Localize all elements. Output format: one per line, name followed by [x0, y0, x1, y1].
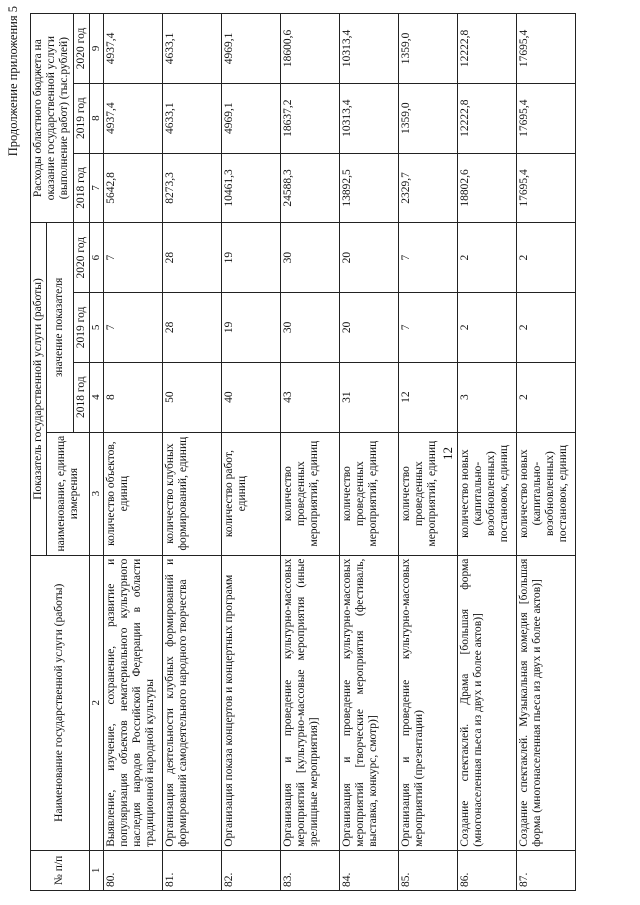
expense-2019: 4969,1: [221, 83, 280, 153]
col-index: 9: [89, 14, 103, 84]
expense-2019: 1359,0: [398, 83, 457, 153]
header-name: Наименование государственной услуги (работы): [31, 555, 90, 850]
row-number: 81.: [162, 850, 221, 890]
header-expense-2018: 2018 год: [73, 153, 89, 223]
value-2020: 7: [103, 223, 162, 293]
col-index: 5: [89, 293, 103, 363]
value-2020: 20: [339, 223, 398, 293]
header-value-group: значение показателя: [47, 223, 73, 432]
table-row: [339, 14, 398, 891]
value-2018: 40: [221, 362, 280, 432]
expense-2020: 17695,4: [516, 14, 575, 84]
expense-2020: 12222,8: [457, 14, 516, 84]
table-row: [162, 14, 221, 891]
continuation-note: Продолжение приложения 5: [6, 6, 20, 157]
table-row: [221, 14, 280, 891]
row-number: 86.: [457, 850, 516, 890]
services-table: [30, 13, 576, 891]
header-expense-2020: 2020 год: [73, 14, 89, 84]
value-2019: 28: [162, 293, 221, 363]
col-index: 3: [89, 432, 103, 555]
expense-2020: 4633,1: [162, 14, 221, 84]
header-expense-2019: 2019 год: [73, 83, 89, 153]
value-2018: 12: [398, 362, 457, 432]
value-2018: 50: [162, 362, 221, 432]
value-2019: 30: [280, 293, 339, 363]
value-2019: 2: [457, 293, 516, 363]
service-name: Создание спектаклей. Музыкальная комедия [большая форма (многонаселенная пьеса из двух и более актов)]: [516, 555, 575, 850]
value-2020: 19: [221, 223, 280, 293]
table-row: [398, 14, 457, 891]
value-2020: 30: [280, 223, 339, 293]
value-2019: 7: [398, 293, 457, 363]
value-2018: 43: [280, 362, 339, 432]
value-2020: 2: [457, 223, 516, 293]
service-name: Организация показа концертов и концертных программ: [221, 555, 280, 850]
header-year-2018: 2018 год: [73, 362, 89, 432]
expense-2019: 12222,8: [457, 83, 516, 153]
service-name: Организация деятельности клубных формирований и формирований самодеятельного народного творчества: [162, 555, 221, 850]
expense-2019: 18637,2: [280, 83, 339, 153]
expense-2018: 2329,7: [398, 153, 457, 223]
header-num: № п/п: [31, 850, 90, 890]
expense-2018: 24588,3: [280, 153, 339, 223]
table-row: [103, 14, 162, 891]
value-2018: 8: [103, 362, 162, 432]
expense-2020: 18600,6: [280, 14, 339, 84]
indicator-unit: количество проведенных мероприятий, единиц: [280, 432, 339, 555]
expense-2018: 8273,3: [162, 153, 221, 223]
table-row: [457, 14, 516, 891]
service-name: Выявление, изучение, сохранение, развитие и популяризация объектов нематериального культурного наследия народов Российской Федерации в области традиционной народной культуры: [103, 555, 162, 850]
service-name: Создание спектаклей. Драма [большая форма (многонаселенная пьеса из двух и более актов)]: [457, 555, 516, 850]
indicator-unit: количество работ, единиц: [221, 432, 280, 555]
row-number: 85.: [398, 850, 457, 890]
row-number: 83.: [280, 850, 339, 890]
header-indicator-group: Показатель государственной услуги (работы): [31, 223, 47, 555]
header-unit: наименование, единица измерения: [47, 432, 90, 555]
page-number: 12: [440, 447, 455, 460]
expense-2020: 4969,1: [221, 14, 280, 84]
header-year-2020: 2020 год: [73, 223, 89, 293]
indicator-unit: количество новых (капитально-возобновленных) постановок, единиц: [457, 432, 516, 555]
expense-2019: 17695,4: [516, 83, 575, 153]
row-number: 82.: [221, 850, 280, 890]
indicator-unit: количество новых (капитально-возобновленных) постановок, единиц: [516, 432, 575, 555]
service-name: Организация и проведение культурно-массовых мероприятий [творческие мероприятия (фестиваль, выставка, конкурс, смотр)]: [339, 555, 398, 850]
expense-2019: 4633,1: [162, 83, 221, 153]
value-2020: 7: [398, 223, 457, 293]
service-name: Организация и проведение культурно-массовых мероприятий [культурно-массовые мероприятия (иные зрелищные мероприятия)]: [280, 555, 339, 850]
col-index: 6: [89, 223, 103, 293]
value-2019: 19: [221, 293, 280, 363]
value-2018: 3: [457, 362, 516, 432]
value-2019: 7: [103, 293, 162, 363]
value-2019: 20: [339, 293, 398, 363]
indicator-unit: количество объектов, единиц: [103, 432, 162, 555]
row-number: 84.: [339, 850, 398, 890]
expense-2020: 1359,0: [398, 14, 457, 84]
value-2018: 2: [516, 362, 575, 432]
expense-2019: 10313,4: [339, 83, 398, 153]
col-index: 1: [89, 850, 103, 890]
expense-2020: 10313,4: [339, 14, 398, 84]
service-name: Организация и проведение культурно-массовых мероприятий (презентации): [398, 555, 457, 850]
indicator-unit: количество проведенных мероприятий, единиц: [339, 432, 398, 555]
col-index: 7: [89, 153, 103, 223]
indicator-unit: количество клубных формирований, единиц: [162, 432, 221, 555]
col-index: 2: [89, 555, 103, 850]
row-number: 87.: [516, 850, 575, 890]
table-row: [516, 14, 575, 891]
col-index: 4: [89, 362, 103, 432]
column-index-row: [89, 14, 103, 891]
row-number: 80.: [103, 850, 162, 890]
expense-2018: 18802,6: [457, 153, 516, 223]
expense-2019: 4937,4: [103, 83, 162, 153]
header-expense-group: Расходы областного бюджета на оказание государственной услуги (выполнение работ) (тыс.рублей): [31, 14, 74, 223]
indicator-unit: количество проведенных мероприятий, единиц: [398, 432, 457, 555]
expense-2018: 13892,5: [339, 153, 398, 223]
value-2018: 31: [339, 362, 398, 432]
table-row: [280, 14, 339, 891]
value-2020: 2: [516, 223, 575, 293]
expense-2018: 17695,4: [516, 153, 575, 223]
header-year-2019: 2019 год: [73, 293, 89, 363]
value-2020: 28: [162, 223, 221, 293]
expense-2020: 4937,4: [103, 14, 162, 84]
col-index: 8: [89, 83, 103, 153]
expense-2018: 5642,8: [103, 153, 162, 223]
expense-2018: 10461,3: [221, 153, 280, 223]
value-2019: 2: [516, 293, 575, 363]
